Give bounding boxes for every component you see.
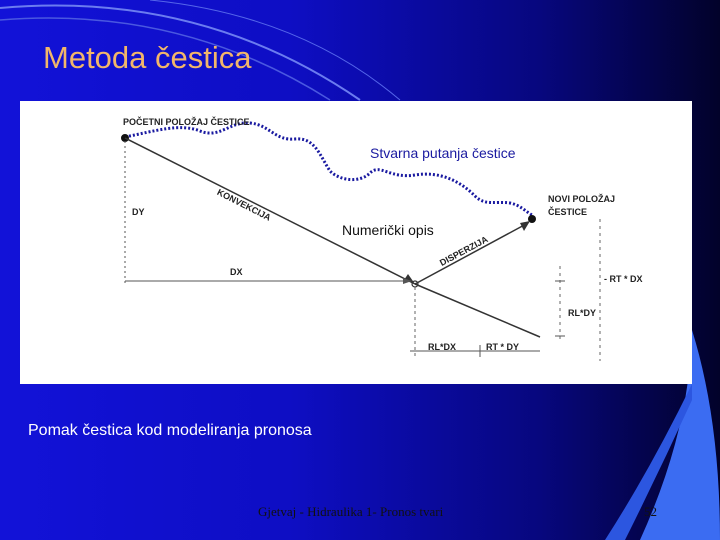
slide-caption: Pomak čestica kod modeliranja pronosa (28, 422, 312, 439)
diagonal-line (415, 284, 540, 337)
new-position-label-line1: NOVI POLOŽAJ (548, 194, 616, 204)
diagram-panel (20, 101, 692, 384)
dispersion-label: DISPERZIJA (438, 234, 490, 268)
new-position-label-line2: ČESTICE (548, 207, 588, 217)
convection-label: KONVEKCIJA (215, 187, 273, 223)
rt-dx-label: - RT * DX (604, 274, 643, 284)
slide-footer: Gjetvaj - Hidraulika 1- Pronos tvari (258, 504, 444, 519)
page-number: 52 (644, 504, 657, 519)
rl-dx-label: RL*DX (428, 342, 457, 352)
slide-title: Metoda čestica (43, 40, 252, 75)
rt-dy-label: RT * DY (486, 342, 520, 352)
dx-label: DX (230, 267, 243, 277)
real-path-label: Stvarna putanja čestice (370, 145, 516, 161)
rl-dy-label: RL*DY (568, 308, 597, 318)
particle-method-diagram (20, 101, 692, 384)
dy-label: DY (132, 207, 145, 217)
start-position-label: POČETNI POLOŽAJ ČESTICE (123, 117, 250, 127)
numerical-description-label: Numerički opis (342, 222, 434, 238)
